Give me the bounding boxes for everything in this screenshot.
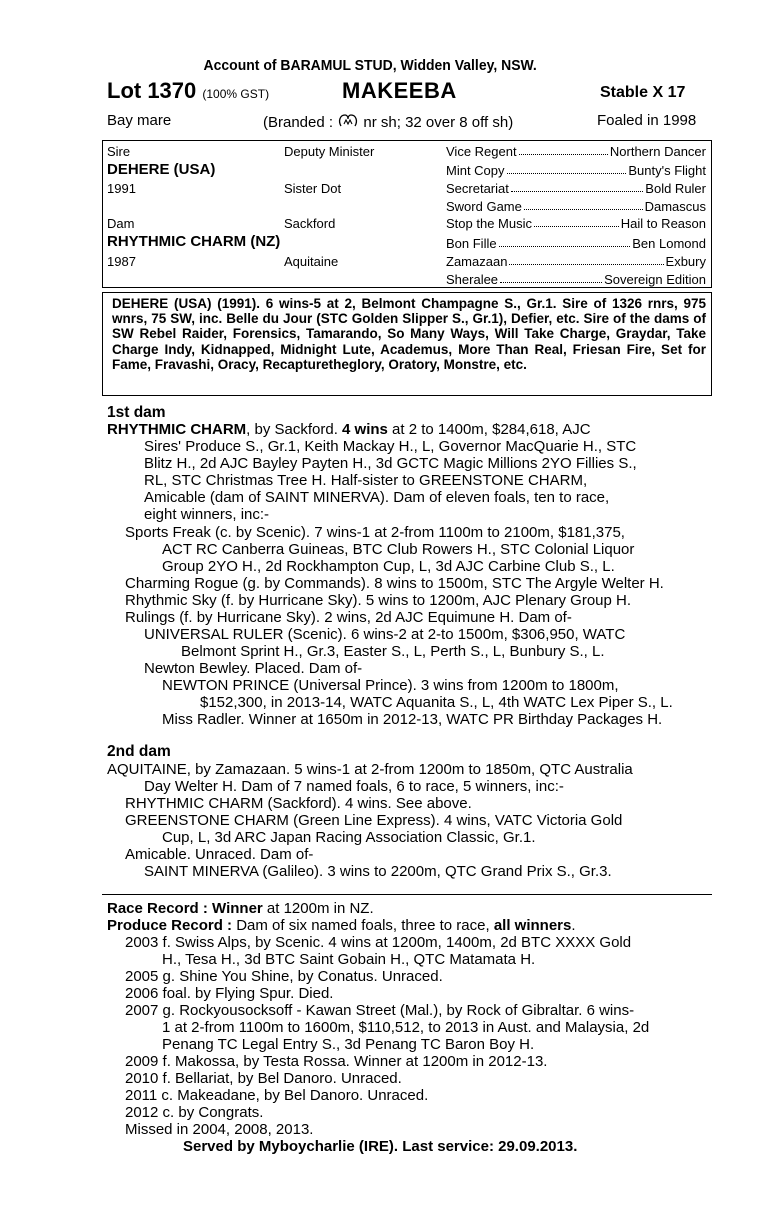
sex-color: Bay mare (107, 112, 172, 129)
offspring-line: Charming Rogue (g. by Commands). 8 wins to 1500m, STC The Argyle Welter H. (125, 575, 664, 592)
sire-name: DEHERE (USA) (107, 161, 216, 178)
brand-suffix: nr sh; 32 over 8 off sh) (363, 114, 514, 131)
produce-line: 2011 c. Makeadane, by Bel Danoro. Unraced. (125, 1087, 429, 1104)
produce-line: Penang TC Legal Entry S., 3d Penang TC Baron Boy H. (162, 1036, 535, 1053)
second-dam-line: SAINT MINERVA (Galileo). 3 wins to 2200m, QTC Grand Prix S., Gr.3. (144, 863, 612, 880)
second-dam-line: Amicable. Unraced. Dam of- (125, 846, 314, 863)
offspring-line: Belmont Sprint H., Gr.3, Easter S., L, Perth S., L, Bunbury S., L. (181, 643, 605, 660)
offspring-line: Sports Freak (c. by Scenic). 7 wins-1 at 2-from 1100m to 2100m, $181,375, (125, 524, 625, 541)
second-dam-line: RHYTHMIC CHARM (Sackford). 4 wins. See above. (125, 795, 472, 812)
produce-line: 1 at 2-from 1100m to 1600m, $110,512, to 2013 in Aust. and Malaysia, 2d (162, 1019, 650, 1036)
offspring-line: Group 2YO H., 2d Rockhampton Cup, L, 3d AJC Carbine Club S., L. (162, 558, 615, 575)
offspring-line: $152,300, in 2013-14, WATC Aquanita S., L, 4th WATC Lex Piper S., L. (200, 694, 673, 711)
race-record: Race Record : Winner at 1200m in NZ. (107, 900, 374, 917)
produce-line: 2003 f. Swiss Alps, by Scenic. 4 wins at 1200m, 1400m, 2d BTC XXXX Gold (125, 934, 632, 951)
stable-number: Stable X 17 (600, 84, 686, 101)
ancestor-row: Zamazaan Exbury (446, 254, 706, 269)
produce-line: 2005 g. Shine You Shine, by Conatus. Unraced. (125, 968, 443, 985)
brand (263, 112, 513, 131)
produce-record: Produce Record : Dam of six named foals, three to race, all winners. (107, 917, 576, 934)
dam-name: RHYTHMIC CHARM (NZ) (107, 233, 281, 250)
lot-number (107, 78, 269, 104)
produce-line: 2012 c. by Congrats. (125, 1104, 264, 1121)
served-note: Served by Myboycharlie (IRE). Last service: 29.09.2013. (183, 1138, 578, 1155)
first-dam-line: Amicable (dam of SAINT MINERVA). Dam of eleven foals, ten to race, (144, 489, 610, 506)
dam-sire: Sackford (284, 216, 336, 231)
offspring-line: ACT RC Canberra Guineas, BTC Club Rowers H., STC Colonial Liquor (162, 541, 635, 558)
first-dam-line: RHYTHMIC CHARM, by Sackford. 4 wins at 2 to 1400m, $284,618, AJC (107, 421, 591, 438)
sire-year: 1991 (107, 181, 136, 196)
sire-dam: Sister Dot (284, 181, 342, 196)
produce-line: Missed in 2004, 2008, 2013. (125, 1121, 314, 1138)
sire-description: DEHERE (USA) (1991). 6 wins-5 at 2, Belmont Champagne S., Gr.1. Sire of 1326 rnrs, 975 wnrs, 75 SW, inc. Belle du Jour (STC Golden Slipper S., Gr.1), Defier, etc. Sire of the dams of SW Rebel Raider, Forensics, Tamarando, So Many Ways, Will Take Charge, Graydar, Take Charge Indy, Kidnapped, Midnight Lute, Academus, More Than Real, Friesan Fire, Set for Fame, Fravashi, Oracy, Recapturetheglory, Oratory, Monstre, etc. (112, 296, 706, 372)
offspring-line: NEWTON PRINCE (Universal Prince). 3 wins from 1200m to 1800m, (162, 677, 619, 694)
horse-name: MAKEEBA (342, 78, 457, 103)
ancestor-row: Mint Copy Bunty's Flight (446, 163, 706, 178)
offspring-line: UNIVERSAL RULER (Scenic). 6 wins-2 at 2-to 1500m, $306,950, WATC (144, 626, 626, 643)
produce-line: 2009 f. Makossa, by Testa Rossa. Winner at 1200m in 2012-13. (125, 1053, 548, 1070)
produce-line: H., Tesa H., 3d BTC Saint Gobain H., QTC Matamata H. (162, 951, 536, 968)
ancestor-row: Sword Game Damascus (446, 199, 706, 214)
first-dam-heading: 1st dam (107, 404, 166, 421)
brand-prefix: (Branded : (263, 114, 334, 131)
dam-label: Dam (107, 216, 135, 231)
consignor-line: Account of BARAMUL STUD, Widden Valley, NSW. (203, 58, 537, 74)
sire-sire: Deputy Minister (284, 144, 375, 159)
ancestor-row: Sheralee Sovereign Edition (446, 272, 706, 287)
second-dam-line: AQUITAINE, by Zamazaan. 5 wins-1 at 2-from 1200m to 1850m, QTC Australia (107, 761, 633, 778)
section-divider (102, 894, 712, 895)
first-dam-line: Blitz H., 2d AJC Bayley Payten H., 3d GCTC Magic Millions 2YO Fillies S., (144, 455, 637, 472)
ancestor-row: Vice Regent Northern Dancer (446, 144, 706, 159)
offspring-line: Rulings (f. by Hurricane Sky). 2 wins, 2d AJC Equimune H. Dam of- (125, 609, 572, 626)
second-dam-heading: 2nd dam (107, 743, 171, 760)
first-dam-line: RL, STC Christmas Tree H. Half-sister to GREENSTONE CHARM, (144, 472, 588, 489)
produce-line: 2006 foal. by Flying Spur. Died. (125, 985, 334, 1002)
first-dam-line: Sires' Produce S., Gr.1, Keith Mackay H., L, Governor MacQuarie H., STC (144, 438, 637, 455)
ancestor-row: Bon Fille Ben Lomond (446, 236, 706, 251)
ancestor-row: Stop the Music Hail to Reason (446, 216, 706, 231)
second-dam-line: GREENSTONE CHARM (Green Line Express). 4 wins, VATC Victoria Gold (125, 812, 623, 829)
produce-line: 2010 f. Bellariat, by Bel Danoro. Unraced. (125, 1070, 402, 1087)
offspring-line: Miss Radler. Winner at 1650m in 2012-13, WATC PR Birthday Packages H. (162, 711, 663, 728)
offspring-line: Rhythmic Sky (f. by Hurricane Sky). 5 wins to 1200m, AJC Plenary Group H. (125, 592, 632, 609)
gst-note: (100% GST) (202, 87, 270, 101)
dam-dam: Aquitaine (284, 254, 339, 269)
offspring-line: Newton Bewley. Placed. Dam of- (144, 660, 363, 677)
brand-mark-icon (337, 112, 359, 130)
second-dam-line: Day Welter H. Dam of 7 named foals, 6 to race, 5 winners, inc:- (144, 778, 564, 795)
ancestor-row: Secretariat Bold Ruler (446, 181, 706, 196)
foaled-year: Foaled in 1998 (597, 112, 697, 129)
produce-line: 2007 g. Rockyousocksoff - Kawan Street (Mal.), by Rock of Gibraltar. 6 wins- (125, 1002, 635, 1019)
dam-year: 1987 (107, 254, 136, 269)
first-dam-name: RHYTHMIC CHARM (107, 421, 247, 438)
sire-label: Sire (107, 144, 131, 159)
lot-label: Lot 1370 (107, 78, 197, 103)
second-dam-line: Cup, L, 3d ARC Japan Racing Association Classic, Gr.1. (162, 829, 536, 846)
first-dam-line: eight winners, inc:- (144, 506, 270, 523)
